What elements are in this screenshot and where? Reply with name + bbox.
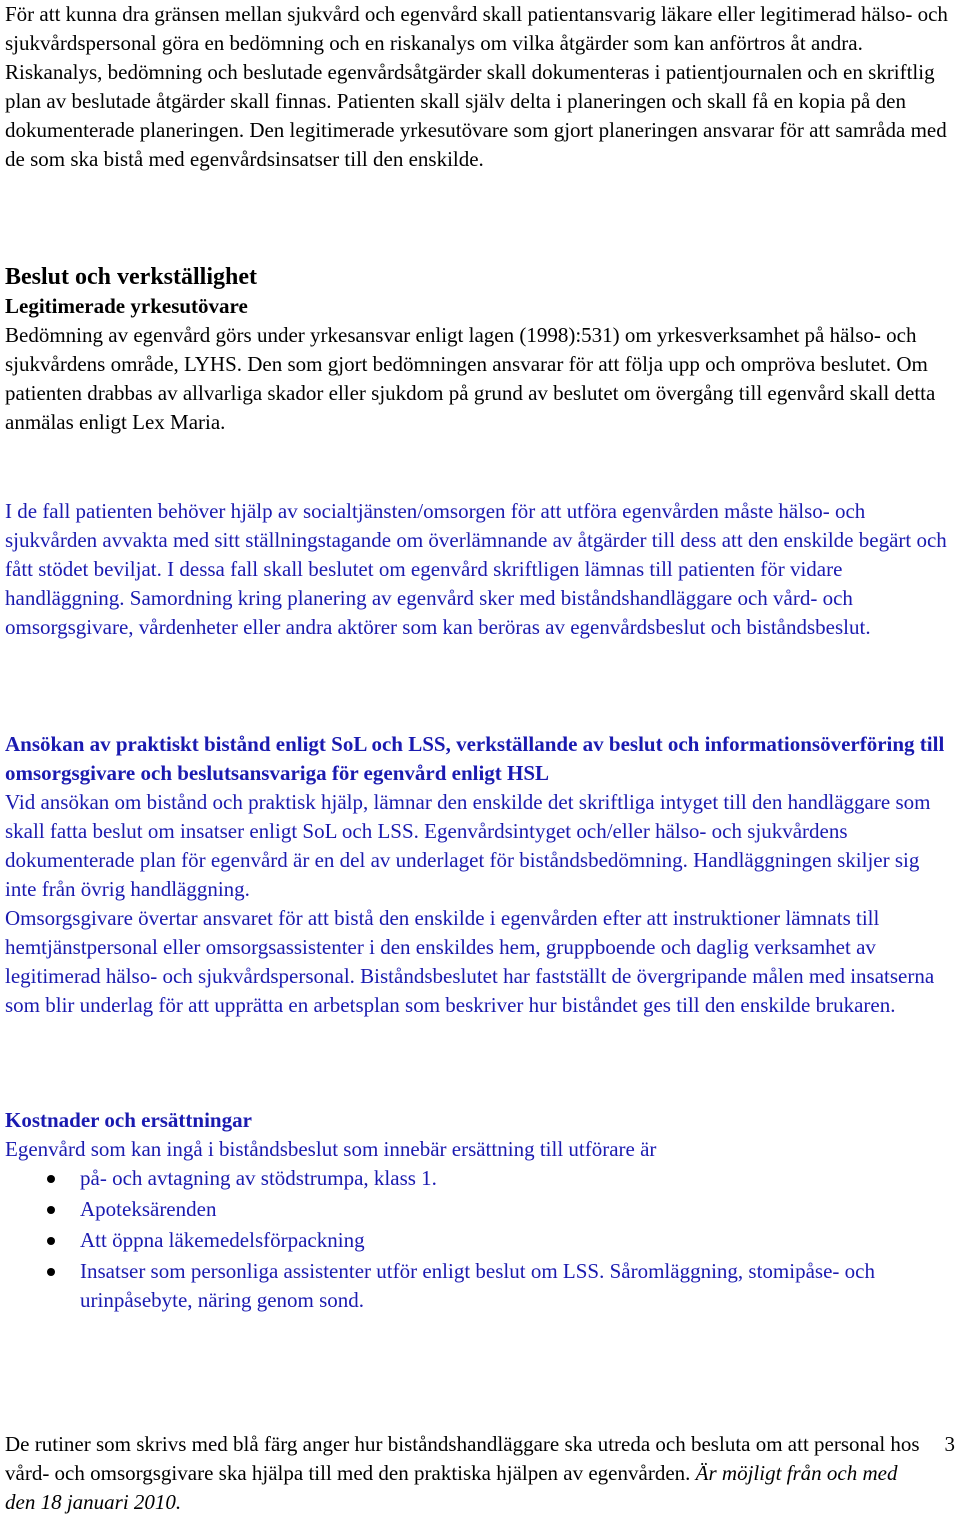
bullet-icon (47, 1206, 55, 1214)
bullet-icon (47, 1268, 55, 1276)
ansokan-paragraph-2: Omsorgsgivare övertar ansvaret för att bistå den enskilde i egenvården efter att instruktioner lämnats till hemtjänstpersonal eller omsorgsassistenter i den enskildes hem, gruppboende och daglig verksamhet av legitimerad hälso- och sjukvårdspersonal. Biståndsbeslutet har fastställt de övergripande målen med insatserna som blir underlag för att upprätta en arbetsplan som beskriver hur biståndet ges till den enskilde brukaren. (5, 906, 935, 1017)
list-item (5, 1195, 955, 1224)
list-item-text: Insatser som personliga assistenter utför enligt beslut om LSS. Såromläggning, stomipåse- och urinpåsebyte, näring genom sond. (80, 1259, 875, 1312)
list-item-text: på- och avtagning av stödstrumpa, klass 1. (80, 1166, 437, 1190)
bullet-icon (47, 1175, 55, 1183)
kostnader-heading: Kostnader och ersättningar (5, 1108, 252, 1132)
list-item-text: Apoteksärenden (80, 1197, 217, 1221)
intro-paragraph: För att kunna dra gränsen mellan sjukvård och egenvård skall patientansvarig läkare eller legitimerad hälso- och sjukvårdspersonal göra en bedömning och en riskanalys om vilka åtgärder som kan anförtros åt andra. Riskanalys, bedömning och beslutade egenvårdsåtgärder skall dokumenteras i patientjournalen och en skriftlig plan av beslutade åtgärder skall finnas. Patienten skall själv delta i planeringen och skall få en kopia på den dokumenterade planeringen. Den legitimerade yrkesutövare som gjort planeringen ansvarar för att samråda med de som ska bistå med egenvårdsinsatser till den enskilde. (5, 2, 948, 171)
list-item (5, 1257, 955, 1315)
ansokan-heading: Ansökan av praktiskt bistånd enligt SoL och LSS, verkställande av beslut och informationsöverföring till omsorgsgivare och beslutsansvariga för egenvård enligt HSL (5, 732, 945, 785)
beslut-blue-paragraph: I de fall patienten behöver hjälp av socialtjänsten/omsorgen för att utföra egenvården måste hälso- och sjukvården avvakta med sitt ställningstagande om överlämnande av åtgärder till dess att den enskilde begärt och fått stödet beviljat. I dessa fall skall beslutet om egenvård skriftligen lämnas till patienten för vidare handläggning. Samordning kring planering av egenvård sker med biståndshandläggare och vård- och omsorgsgivare, vårdenheter eller andra aktörer som kan beröras av egenvårdsbeslut och biståndsbeslut. (5, 499, 947, 639)
beslut-subheading: Legitimerade yrkesutövare (5, 294, 248, 318)
list-item-text: Att öppna läkemedelsförpackning (80, 1228, 365, 1252)
page-number: 3 (944, 1432, 955, 1456)
kostnader-section (5, 1106, 955, 1317)
footer-note (5, 1430, 925, 1517)
footer-italic-note: Är möjligt från och med den 18 januari 2010. (5, 1461, 898, 1514)
beslut-body: Bedömning av egenvård görs under yrkesansvar enligt lagen (1998):531) om yrkesverksamhet på hälso- och sjukvårdens område, LYHS. Den som gjort bedömningen ansvarar för att följa upp och ompröva beslutet. Om patienten drabbas av allvarliga skador eller sjukdom på grund av beslutet om övergång till egenvård skall detta anmälas enligt Lex Maria. (5, 323, 936, 434)
beslut-heading: Beslut och verkställighet (5, 264, 257, 290)
list-item (5, 1226, 955, 1255)
kostnader-list (5, 1164, 955, 1315)
page-footer (5, 1430, 955, 1517)
bullet-icon (47, 1237, 55, 1245)
ansokan-paragraph-1: Vid ansökan om bistånd och praktisk hjälp, lämnar den enskilde det skriftliga intyget till den handläggare som skall fatta beslut om insatser enligt SoL och LSS. Egenvårdsintyget och/eller hälso- och sjukvårdens dokumenterade plan för egenvård är en del av underlaget för biståndsbedömning. Handläggningen skiljer sig inte från övrig handläggning. (5, 790, 931, 901)
list-item (5, 1164, 955, 1193)
kostnader-intro: Egenvård som kan ingå i biståndsbeslut som innebär ersättning till utförare är (5, 1137, 657, 1161)
ansokan-section (5, 730, 955, 1020)
footer-note-text: De rutiner som skrivs med blå färg anger hur biståndshandläggare ska utreda och besluta om att personal hos vård- och omsorgsgivare ska hjälpa till med den praktiska hjälpen av egenvården. (5, 1432, 920, 1485)
beslut-section (5, 262, 955, 437)
